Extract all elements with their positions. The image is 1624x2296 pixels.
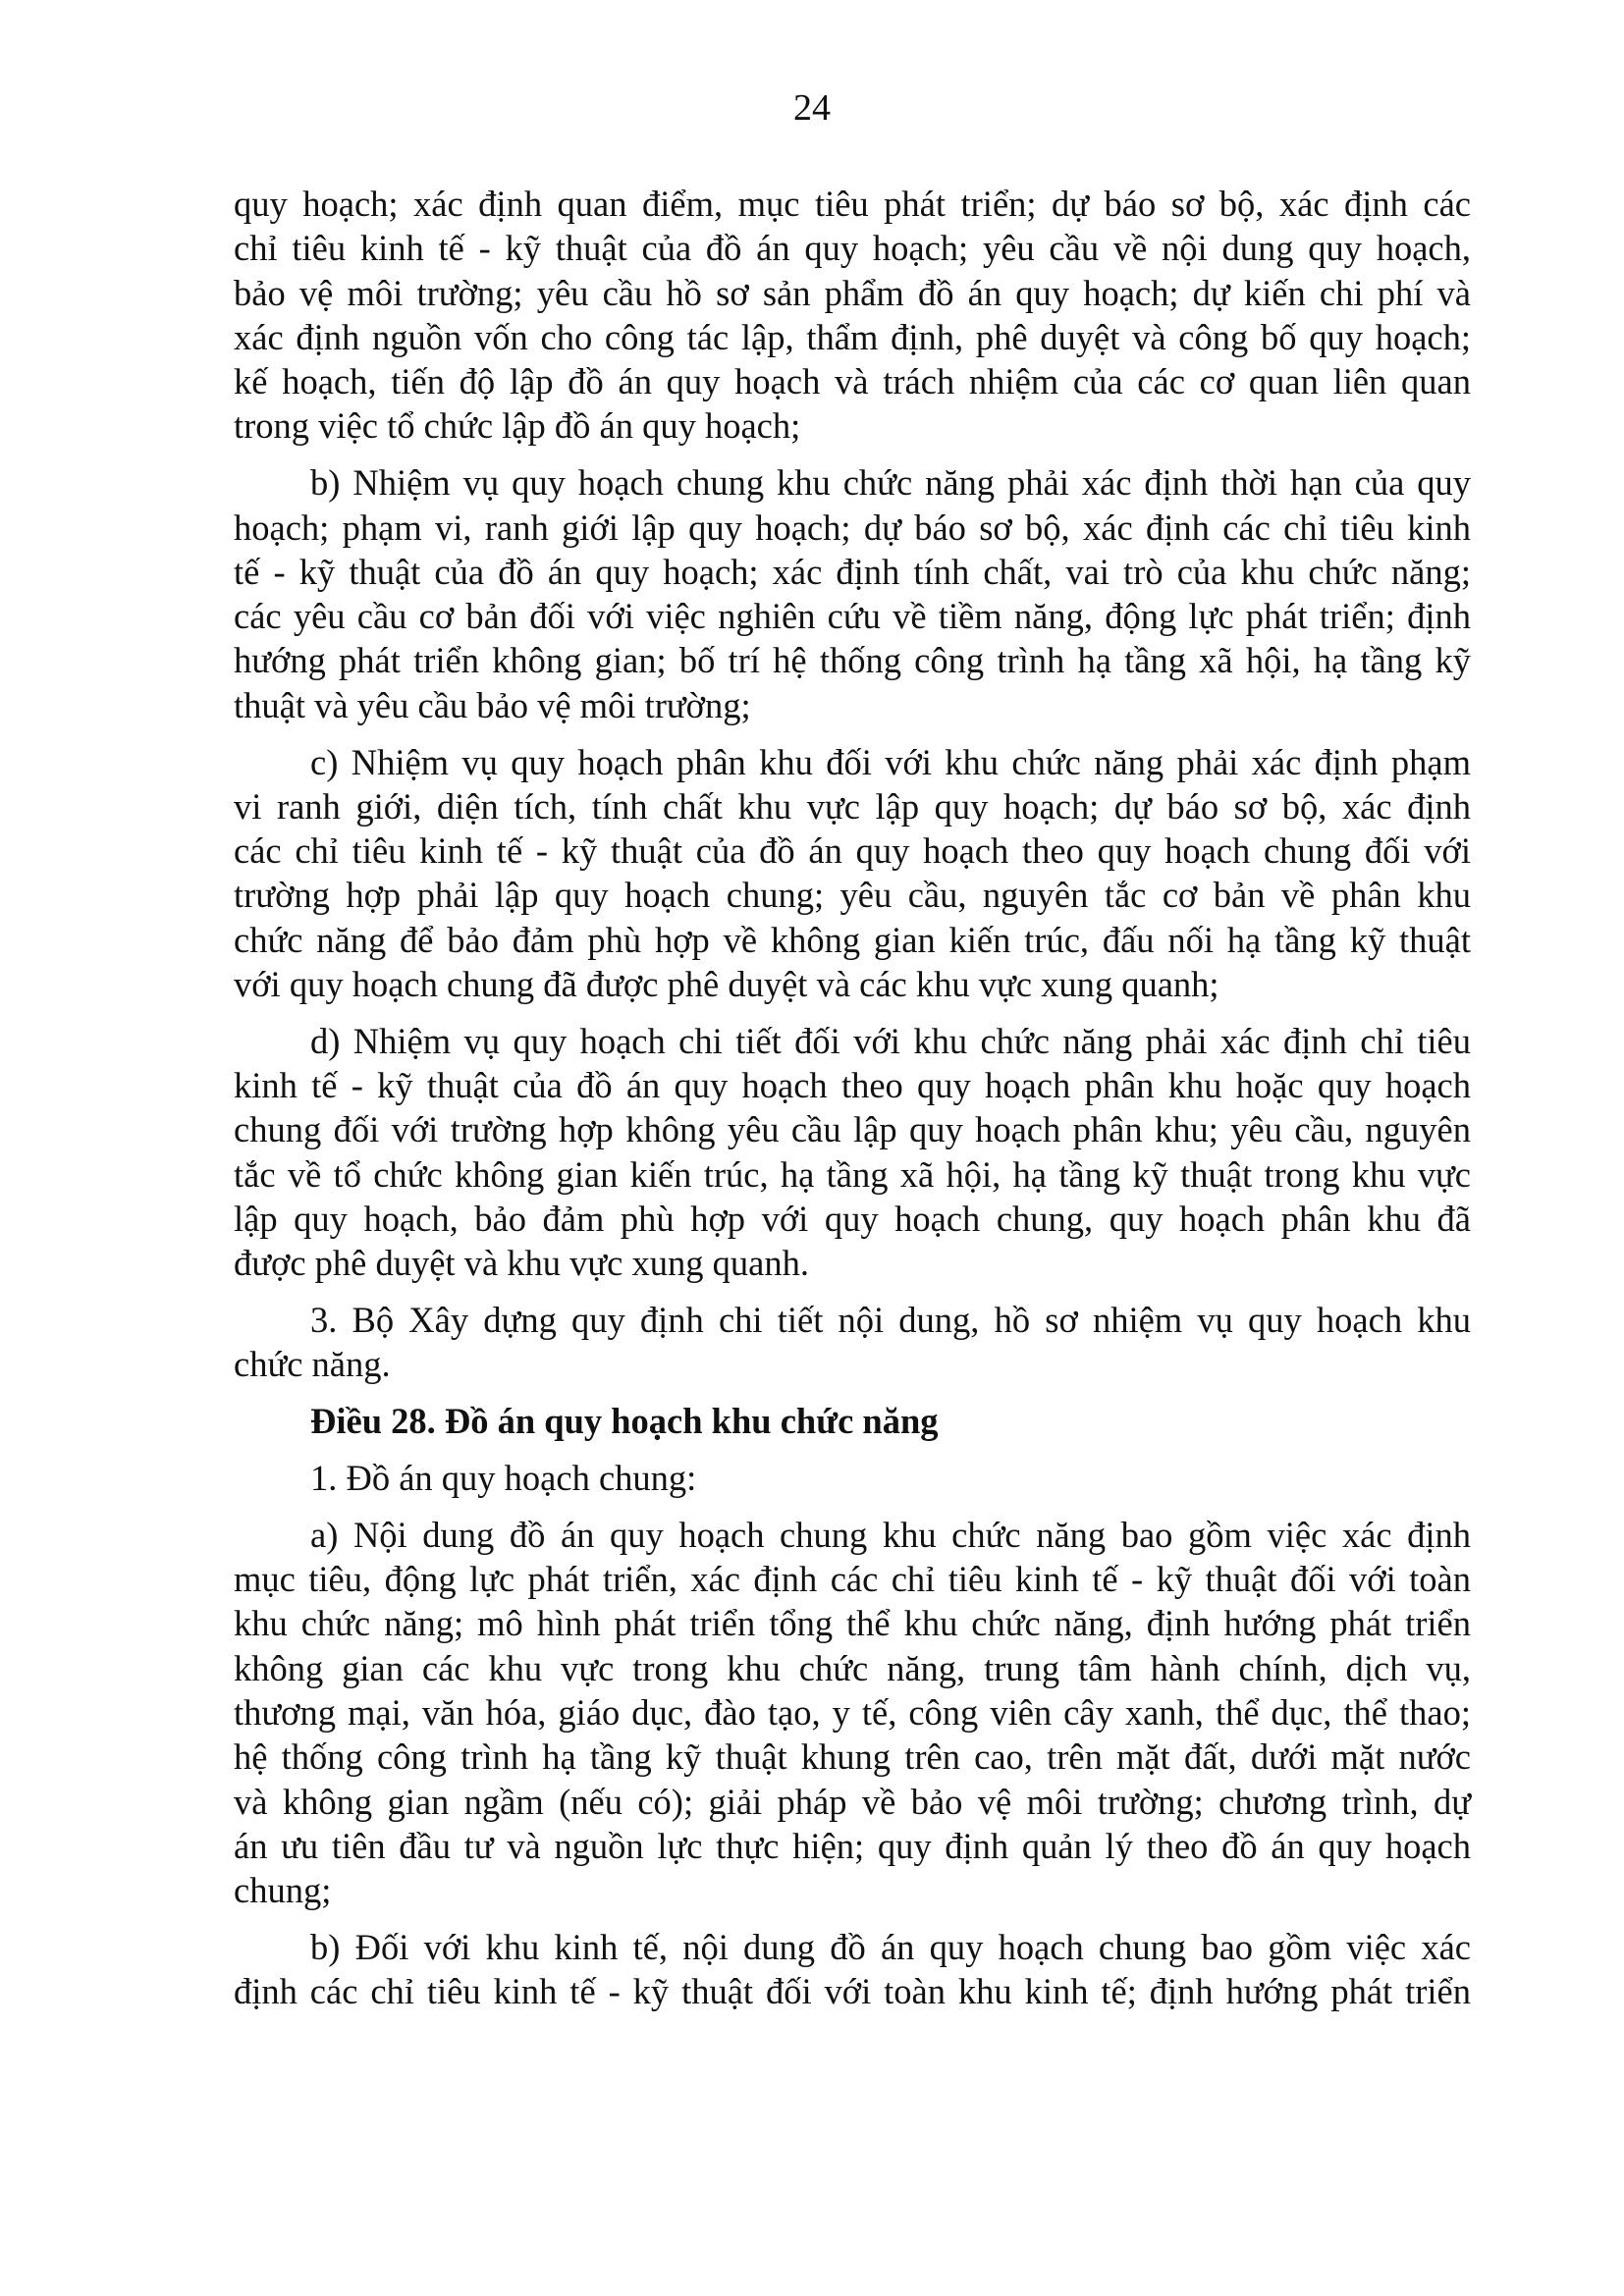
text-line: kế hoạch, tiến độ lập đồ án quy hoạch và trách nhiệm của các cơ quan liên quan bbox=[234, 361, 1471, 402]
paragraph bbox=[234, 1925, 1471, 2014]
text-line: thương mại, văn hóa, giáo dục, đào tạo, y tế, công viên cây xanh, thể dục, thể thao; bbox=[234, 1692, 1471, 1733]
text-line: 3. Bộ Xây dựng quy định chi tiết nội dung, hồ sơ nhiệm vụ quy hoạch khu bbox=[310, 1300, 1471, 1341]
text-line: khu chức năng; mô hình phát triển tổng thể khu chức năng, định hướng phát triển bbox=[234, 1603, 1471, 1644]
text-line: a) Nội dung đồ án quy hoạch chung khu chức năng bao gồm việc xác định bbox=[310, 1514, 1471, 1555]
text-line: 1. Đồ án quy hoạch chung: bbox=[310, 1458, 697, 1499]
text-line: và không gian ngầm (nếu có); giải pháp về bảo vệ môi trường; chương trình, dự bbox=[234, 1781, 1471, 1822]
text-line: c) Nhiệm vụ quy hoạch phân khu đối với khu chức năng phải xác định phạm bbox=[310, 741, 1471, 782]
text-line: b) Đối với khu kinh tế, nội dung đồ án quy hoạch chung bao gồm việc xác bbox=[310, 1926, 1471, 1967]
paragraph bbox=[234, 182, 1471, 449]
text-line: chức năng để bảo đảm phù hợp về không gian kiến trúc, đấu nối hạ tầng kỹ thuật bbox=[234, 919, 1471, 960]
text-line: các chỉ tiêu kinh tế - kỹ thuật của đồ án quy hoạch theo quy hoạch chung đối với bbox=[234, 830, 1471, 872]
text-line: trường hợp phải lập quy hoạch chung; yêu cầu, nguyên tắc cơ bản về phân khu bbox=[234, 875, 1471, 916]
document-body bbox=[234, 182, 1471, 2026]
text-line: tắc về tổ chức không gian kiến trúc, hạ tầng xã hội, hạ tầng kỹ thuật trong khu vực bbox=[234, 1153, 1471, 1195]
text-line: chỉ tiêu kinh tế - kỹ thuật của đồ án quy hoạch; yêu cầu về nội dung quy hoạch, bbox=[234, 228, 1471, 269]
paragraph bbox=[234, 740, 1471, 1007]
paragraph bbox=[234, 1298, 1471, 1387]
text-line: hướng phát triển không gian; bố trí hệ thống công trình hạ tầng xã hội, hạ tầng kỹ bbox=[234, 640, 1471, 681]
text-line: trong việc tổ chức lập đồ án quy hoạch; bbox=[234, 405, 801, 447]
text-line: mục tiêu, động lực phát triển, xác định các chỉ tiêu kinh tế - kỹ thuật đối với toàn bbox=[234, 1559, 1471, 1600]
text-line: kinh tế - kỹ thuật của đồ án quy hoạch theo quy hoạch phân khu hoặc quy hoạch bbox=[234, 1065, 1471, 1106]
article-heading: Điều 28. Đồ án quy hoạch khu chức năng bbox=[310, 1401, 939, 1442]
text-line: với quy hoạch chung đã được phê duyệt và các khu vực xung quanh; bbox=[234, 964, 1219, 1005]
text-line: thuật và yêu cầu bảo vệ môi trường; bbox=[234, 684, 751, 725]
text-line: vi ranh giới, diện tích, tính chất khu vực lập quy hoạch; dự báo sơ bộ, xác định bbox=[234, 785, 1471, 827]
text-line: d) Nhiệm vụ quy hoạch chi tiết đối với khu chức năng phải xác định chỉ tiêu bbox=[310, 1020, 1471, 1061]
text-line: chung; bbox=[234, 1870, 332, 1911]
text-line: xác định nguồn vốn cho công tác lập, thẩm định, phê duyệt và công bố quy hoạch; bbox=[234, 316, 1471, 357]
text-line: hoạch; phạm vi, ranh giới lập quy hoạch; dự báo sơ bộ, xác định các chỉ tiêu kinh bbox=[234, 507, 1471, 548]
text-line: không gian các khu vực trong khu chức năng, trung tâm hành chính, dịch vụ, bbox=[234, 1647, 1471, 1688]
text-line: b) Nhiệm vụ quy hoạch chung khu chức năng phải xác định thời hạn của quy bbox=[310, 462, 1471, 504]
text-line: được phê duyệt và khu vực xung quanh. bbox=[234, 1243, 809, 1284]
paragraph bbox=[234, 460, 1471, 727]
text-line: chức năng. bbox=[234, 1344, 391, 1385]
text-line: các yêu cầu cơ bản đối với việc nghiên cứu về tiềm năng, động lực phát triển; định bbox=[234, 596, 1471, 637]
text-line: bảo vệ môi trường; yêu cầu hồ sơ sản phẩm đồ án quy hoạch; dự kiến chi phí và bbox=[234, 272, 1471, 313]
page-number: 24 bbox=[793, 87, 831, 129]
paragraph bbox=[234, 1513, 1471, 1913]
text-line: án ưu tiên đầu tư và nguồn lực thực hiện; quy định quản lý theo đồ án quy hoạch bbox=[234, 1825, 1471, 1866]
paragraph bbox=[234, 1456, 1471, 1500]
text-line: chung đối với trường hợp không yêu cầu lập quy hoạch phân khu; yêu cầu, nguyên bbox=[234, 1109, 1471, 1150]
text-line: tế - kỹ thuật của đồ án quy hoạch; xác định tính chất, vai trò của khu chức năng; bbox=[234, 551, 1471, 592]
text-line: quy hoạch; xác định quan điểm, mục tiêu phát triển; dự báo sơ bộ, xác định các bbox=[234, 184, 1471, 224]
text-line: định các chỉ tiêu kinh tế - kỹ thuật đối với toàn khu kinh tế; định hướng phát triển bbox=[234, 1971, 1471, 2012]
text-line: lập quy hoạch, bảo đảm phù hợp với quy hoạch chung, quy hoạch phân khu đã bbox=[234, 1199, 1471, 1240]
paragraph bbox=[234, 1019, 1471, 1286]
text-line: hệ thống công trình hạ tầng kỹ thuật khung trên cao, trên mặt đất, dưới mặt nước bbox=[234, 1736, 1471, 1778]
